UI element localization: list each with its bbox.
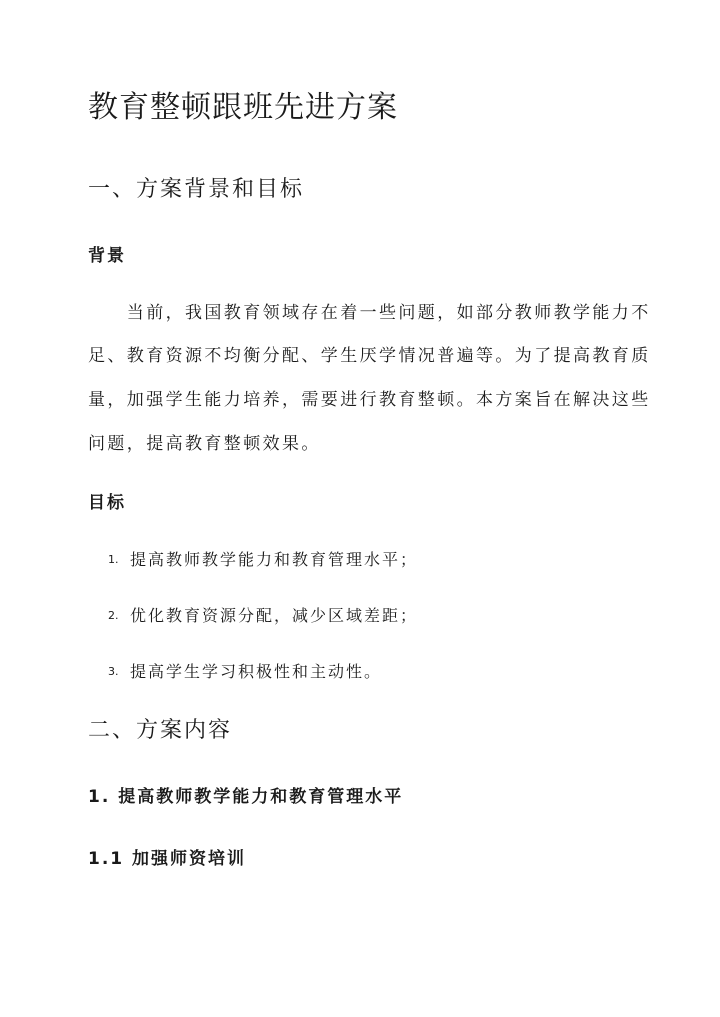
list-item-text: 优化教育资源分配，减少区域差距； xyxy=(130,606,419,625)
list-item-number: 1. xyxy=(108,553,119,566)
list-item-number: 2. xyxy=(108,609,119,622)
section-heading-content: 二、方案内容 xyxy=(88,718,233,743)
subheading-background: 背景 xyxy=(88,246,126,266)
paragraph-line: 足、教育资源不均衡分配、学生厌学情况普遍等。为了提高教育质 xyxy=(88,346,651,366)
section-heading-background-goals: 一、方案背景和目标 xyxy=(88,177,305,202)
document-title: 教育整顿跟班先进方案 xyxy=(88,90,398,125)
list-item xyxy=(108,548,418,572)
subheading-content-1-1: 1.1 加强师资培训 xyxy=(88,849,247,869)
paragraph-line: 问题，提高教育整顿效果。 xyxy=(88,434,321,454)
list-item-text: 提高学生学习积极性和主动性。 xyxy=(130,662,383,681)
list-item xyxy=(108,660,382,684)
subheading-goals: 目标 xyxy=(88,493,126,513)
list-item xyxy=(108,604,418,628)
paragraph-line: 量，加强学生能力培养，需要进行教育整顿。本方案旨在解决这些 xyxy=(88,390,651,410)
list-item-text: 提高教师教学能力和教育管理水平； xyxy=(130,550,419,569)
paragraph-line: 当前，我国教育领域存在着一些问题，如部分教师教学能力不 xyxy=(88,303,651,323)
subheading-content-1: 1. 提高教师教学能力和教育管理水平 xyxy=(88,787,404,807)
list-item-number: 3. xyxy=(108,665,119,678)
